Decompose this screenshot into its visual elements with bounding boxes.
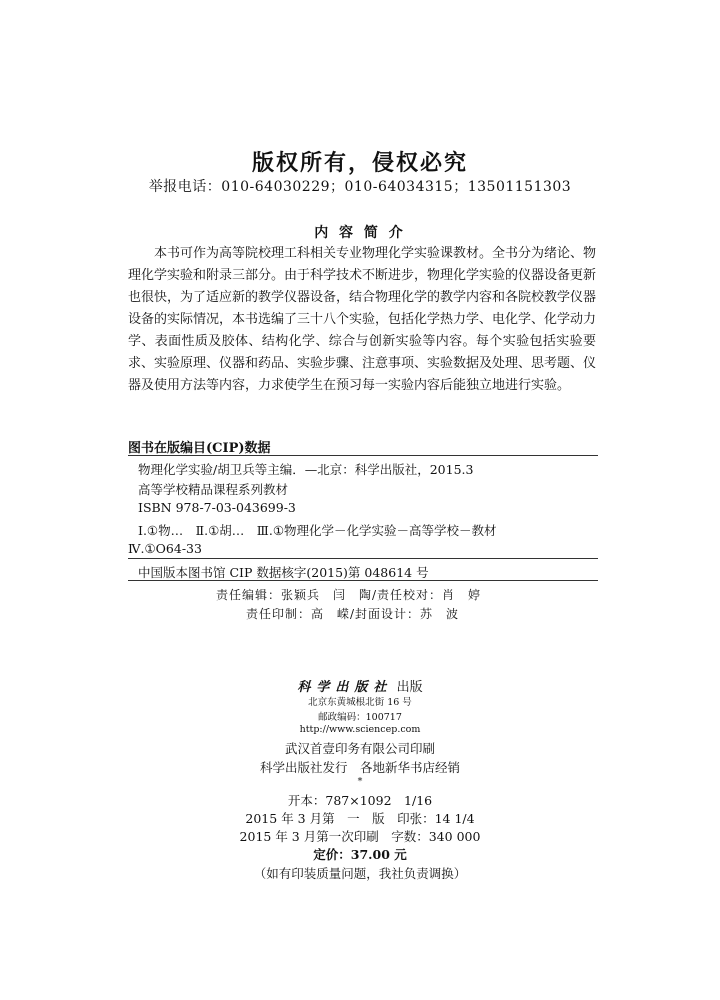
edition-line: 2015 年 3 月第 一 版 印张：14 1/4 xyxy=(245,811,475,826)
price-line: 定价：37.00 元 xyxy=(313,847,407,862)
copyright-title: 版权所有，侵权必究 xyxy=(251,150,468,176)
publisher-logo: 科学出版社 xyxy=(297,680,393,695)
cip-verification: 中国版本图书馆 CIP 数据核字(2015)第 048614 号 xyxy=(138,565,429,580)
publisher-url: http://www.sciencep.com xyxy=(299,724,421,735)
publisher-line xyxy=(0,676,720,695)
cip-mid-rule xyxy=(128,558,598,559)
publisher-postcode: 邮政编码：100717 xyxy=(318,712,402,723)
cip-top-rule xyxy=(128,455,598,456)
cip-line-subjects: Ⅰ.①物… Ⅱ.①胡… Ⅲ.①物理化学－化学实验－高等学校－教材 xyxy=(138,523,497,538)
cip-bottom-rule xyxy=(128,580,598,581)
cip-line-title: 物理化学实验/胡卫兵等主编．—北京：科学出版社，2015.3 xyxy=(138,462,474,477)
cip-line-classification: Ⅳ.①O64-33 xyxy=(128,541,202,556)
separator-star: * xyxy=(357,776,363,787)
distribution-line: 科学出版社发行 各地新华书店经销 xyxy=(259,760,460,775)
cip-heading: 图书在版编目(CIP)数据 xyxy=(128,441,271,456)
printing-line: 2015 年 3 月第一次印刷 字数：340 000 xyxy=(239,829,481,844)
format-line: 开本：787×1092 1/16 xyxy=(287,793,433,808)
cip-line-series: 高等学校精品课程系列教材 xyxy=(138,482,289,497)
publisher-suffix: 出版 xyxy=(396,680,423,695)
notice-line: （如有印装质量问题，我社负责调换） xyxy=(253,866,467,881)
publisher-address: 北京东黄城根北街 16 号 xyxy=(308,697,412,708)
printer-line: 武汉首壹印务有限公司印刷 xyxy=(284,741,435,756)
report-phone: 举报电话：010-64030229；010-64034315；13501151303 xyxy=(148,179,572,195)
editors-line: 责任编辑：张颖兵 闫 陶/责任校对：肖 婷 xyxy=(216,588,482,602)
cip-line-isbn: ISBN 978-7-03-043699-3 xyxy=(138,500,296,515)
summary-heading: 内 容 简 介 xyxy=(314,225,406,241)
summary-text: 本书可作为高等院校理工科相关专业物理化学实验课教材。全书分为绪论、物理化学实验和附录三部分。由于科学技术不断进步，物理化学实验的仪器设备更新也很快，为了适应新的教学仪器设备，结合物理化学的教学内容和各院校教学仪器设备的实际情况，本书选编了三十八个实验，包括化学热力学、电化学、化学动力学、表面性质及胶体、结构化学、综合与创新实验等内容。每个实验包括实验要求、实验原理、仪器和药品、实验步骤、注意事项、实验数据及处理、思考题、仪器及使用方法等内容，力求使学生在预习每一实验内容后能独立地进行实验。 xyxy=(128,246,597,393)
production-line: 责任印制：高 嵘/封面设计：苏 波 xyxy=(246,607,460,621)
